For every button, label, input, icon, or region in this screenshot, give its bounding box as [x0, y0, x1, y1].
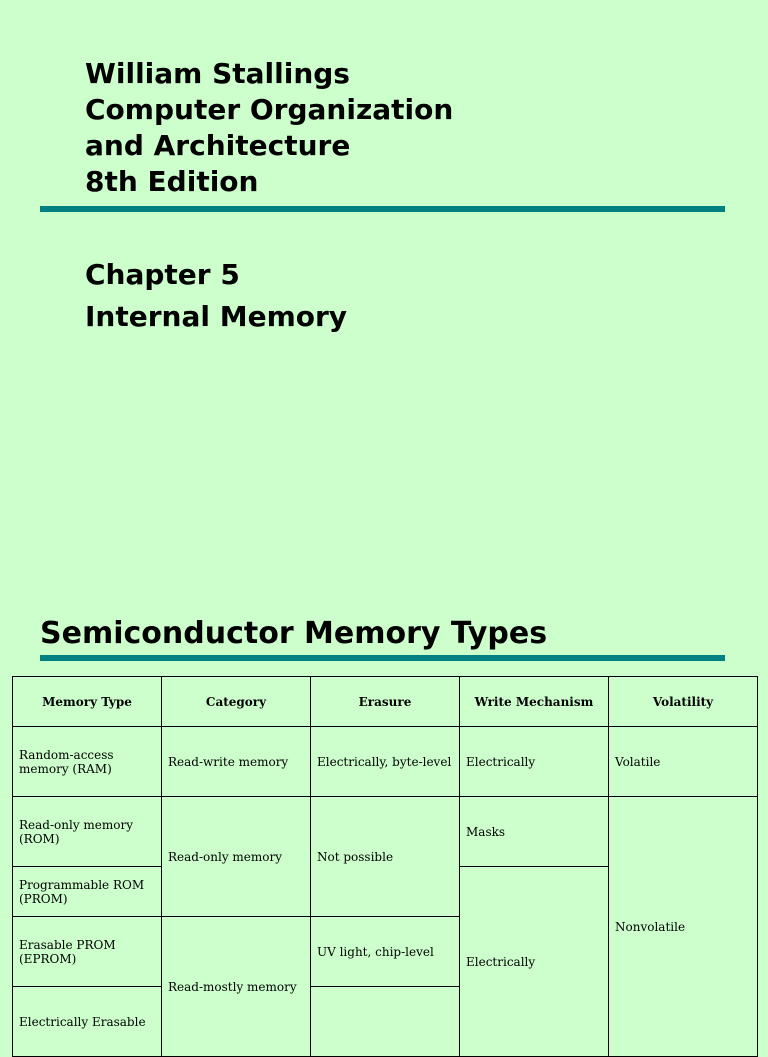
cell-type-prom: Programmable ROM (PROM) [13, 867, 162, 917]
table-header-row [13, 677, 758, 727]
cell-volatility-ram: Volatile [609, 727, 758, 797]
title-edition: 8th Edition [85, 165, 259, 198]
cell-type-eeprom: Electrically Erasable [13, 987, 162, 1057]
slide-heading: Semiconductor Memory Types [40, 616, 548, 651]
cell-write-rom: Masks [460, 797, 609, 867]
header-volatility: Volatility [609, 677, 758, 727]
title-book-line-2: and Architecture [85, 129, 351, 162]
header-erasure: Erasure [311, 677, 460, 727]
cell-category-ram: Read-write memory [162, 727, 311, 797]
title-author: William Stallings [85, 57, 350, 90]
table-row [13, 797, 758, 867]
cell-erasure-eeprom [311, 987, 460, 1057]
cell-category-read-mostly: Read-mostly memory [162, 917, 311, 1057]
cell-volatility-nonvolatile: Nonvolatile [609, 797, 758, 1057]
title-divider [40, 206, 725, 212]
header-memory-type: Memory Type [13, 677, 162, 727]
cell-write-ram: Electrically [460, 727, 609, 797]
title-book-line-1: Computer Organization [85, 93, 454, 126]
cell-erasure-eprom: UV light, chip-level [311, 917, 460, 987]
header-category: Category [162, 677, 311, 727]
heading-divider [40, 655, 725, 661]
table-row [13, 727, 758, 797]
cell-category-rom: Read-only memory [162, 797, 311, 917]
header-write-mechanism: Write Mechanism [460, 677, 609, 727]
chapter-label: Chapter 5 [85, 258, 240, 291]
cell-erasure-ram: Electrically, byte-level [311, 727, 460, 797]
cell-write-electrically: Electrically [460, 867, 609, 1057]
chapter-title: Internal Memory [85, 300, 348, 333]
memory-types-table [12, 676, 758, 1057]
cell-erasure-rom: Not possible [311, 797, 460, 917]
cell-type-rom: Read-only memory (ROM) [13, 797, 162, 867]
slide-title-block [85, 56, 453, 200]
cell-type-eprom: Erasable PROM (EPROM) [13, 917, 162, 987]
cell-type-ram: Random-access memory (RAM) [13, 727, 162, 797]
